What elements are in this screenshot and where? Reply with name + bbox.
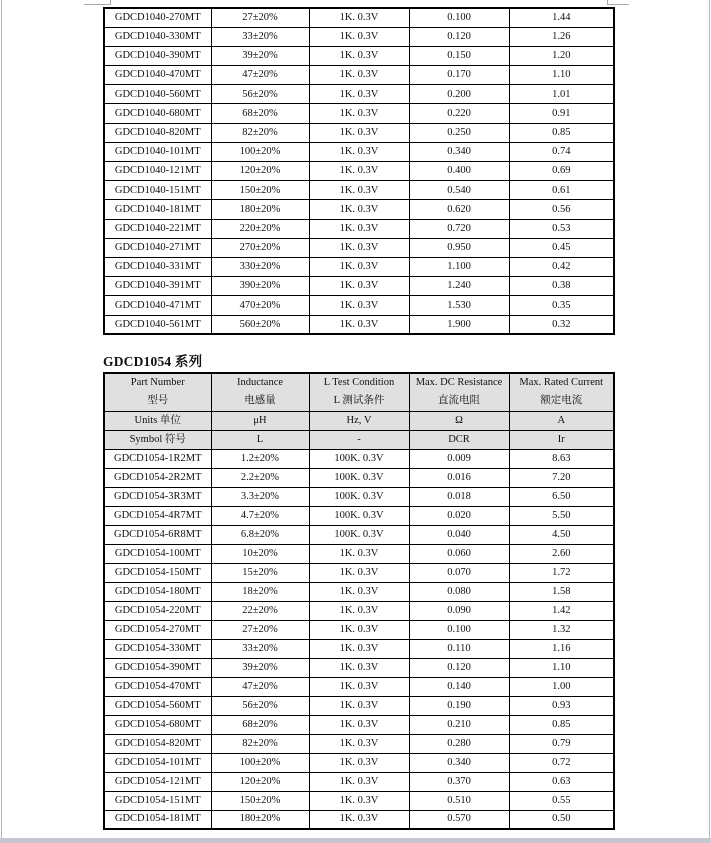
cell-dc-resistance: 0.060 xyxy=(409,544,509,563)
cell-rated-current: 0.61 xyxy=(509,181,614,200)
cell-dc-resistance: 0.070 xyxy=(409,563,509,582)
cell-dc-resistance: 0.720 xyxy=(409,219,509,238)
table-row xyxy=(104,525,614,544)
unit-dc-resistance: Ω xyxy=(409,411,509,430)
column-header-part-number xyxy=(104,373,211,411)
table-row xyxy=(104,734,614,753)
cell-inductance: 100±20% xyxy=(211,753,309,772)
cell-part-number: GDCD1040-471MT xyxy=(104,296,211,315)
cell-dc-resistance: 0.950 xyxy=(409,238,509,257)
cell-part-number: GDCD1054-150MT xyxy=(104,563,211,582)
cell-dc-resistance: 0.340 xyxy=(409,753,509,772)
table-row xyxy=(104,601,614,620)
cell-dc-resistance: 0.250 xyxy=(409,123,509,142)
cell-dc-resistance: 0.200 xyxy=(409,85,509,104)
cell-rated-current: 0.38 xyxy=(509,277,614,296)
table-row xyxy=(104,677,614,696)
cell-dc-resistance: 0.016 xyxy=(409,468,509,487)
cell-inductance: 15±20% xyxy=(211,563,309,582)
cell-inductance: 560±20% xyxy=(211,315,309,334)
cell-inductance: 56±20% xyxy=(211,696,309,715)
cell-test-condition: 1K. 0.3V xyxy=(309,772,409,791)
cell-rated-current: 0.55 xyxy=(509,791,614,810)
column-header-rated-current xyxy=(509,373,614,411)
cell-rated-current: 7.20 xyxy=(509,468,614,487)
cell-test-condition: 1K. 0.3V xyxy=(309,238,409,257)
cell-part-number: GDCD1054-220MT xyxy=(104,601,211,620)
cell-rated-current: 1.20 xyxy=(509,46,614,65)
cell-inductance: 47±20% xyxy=(211,66,309,85)
cell-dc-resistance: 0.150 xyxy=(409,46,509,65)
cell-inductance: 1.2±20% xyxy=(211,449,309,468)
cell-inductance: 27±20% xyxy=(211,8,309,27)
cell-inductance: 39±20% xyxy=(211,46,309,65)
cell-part-number: GDCD1040-331MT xyxy=(104,257,211,276)
cell-part-number: GDCD1054-6R8MT xyxy=(104,525,211,544)
table-row xyxy=(104,810,614,829)
table-row xyxy=(104,487,614,506)
unit-inductance: μH xyxy=(211,411,309,430)
cell-inductance: 82±20% xyxy=(211,734,309,753)
cell-part-number: GDCD1054-100MT xyxy=(104,544,211,563)
page-edge-left xyxy=(1,0,2,838)
cell-part-number: GDCD1040-820MT xyxy=(104,123,211,142)
cell-test-condition: 1K. 0.3V xyxy=(309,219,409,238)
cell-dc-resistance: 0.080 xyxy=(409,582,509,601)
symbol-label: Symbol 符号 xyxy=(104,430,211,449)
cell-rated-current: 0.85 xyxy=(509,715,614,734)
cell-rated-current: 0.69 xyxy=(509,162,614,181)
table-row xyxy=(104,200,614,219)
cell-test-condition: 1K. 0.3V xyxy=(309,696,409,715)
table-row xyxy=(104,753,614,772)
cell-part-number: GDCD1054-330MT xyxy=(104,639,211,658)
cell-test-condition: 100K. 0.3V xyxy=(309,468,409,487)
cell-inductance: 82±20% xyxy=(211,123,309,142)
cell-inductance: 27±20% xyxy=(211,620,309,639)
cell-test-condition: 1K. 0.3V xyxy=(309,123,409,142)
page-bottom-band xyxy=(0,838,711,843)
table-row xyxy=(104,315,614,334)
table-row xyxy=(104,85,614,104)
table-row xyxy=(104,715,614,734)
cell-dc-resistance: 0.620 xyxy=(409,200,509,219)
cell-test-condition: 1K. 0.3V xyxy=(309,544,409,563)
cell-test-condition: 1K. 0.3V xyxy=(309,620,409,639)
cell-dc-resistance: 0.280 xyxy=(409,734,509,753)
cell-dc-resistance: 0.400 xyxy=(409,162,509,181)
cell-dc-resistance: 0.040 xyxy=(409,525,509,544)
cell-inductance: 6.8±20% xyxy=(211,525,309,544)
cell-rated-current: 1.44 xyxy=(509,8,614,27)
column-header-zh: 型号 xyxy=(147,395,169,407)
table-row xyxy=(104,582,614,601)
table-row xyxy=(104,296,614,315)
table-row xyxy=(104,257,614,276)
cell-test-condition: 1K. 0.3V xyxy=(309,104,409,123)
gdcd1054-spec-table xyxy=(103,372,615,830)
cell-test-condition: 100K. 0.3V xyxy=(309,506,409,525)
cell-test-condition: 1K. 0.3V xyxy=(309,181,409,200)
symbol-rated-current: Ir xyxy=(509,430,614,449)
cell-dc-resistance: 0.110 xyxy=(409,639,509,658)
table-row xyxy=(104,123,614,142)
table-row xyxy=(104,620,614,639)
cell-rated-current: 2.60 xyxy=(509,544,614,563)
cell-rated-current: 0.53 xyxy=(509,219,614,238)
cell-test-condition: 1K. 0.3V xyxy=(309,639,409,658)
cell-test-condition: 1K. 0.3V xyxy=(309,162,409,181)
table-row xyxy=(104,277,614,296)
cell-dc-resistance: 0.120 xyxy=(409,27,509,46)
cell-dc-resistance: 0.210 xyxy=(409,715,509,734)
cell-rated-current: 0.32 xyxy=(509,315,614,334)
cell-rated-current: 0.74 xyxy=(509,142,614,161)
cell-inductance: 22±20% xyxy=(211,601,309,620)
cell-dc-resistance: 0.020 xyxy=(409,506,509,525)
units-label: Units 单位 xyxy=(104,411,211,430)
cell-test-condition: 1K. 0.3V xyxy=(309,753,409,772)
cell-test-condition: 100K. 0.3V xyxy=(309,487,409,506)
cell-rated-current: 0.45 xyxy=(509,238,614,257)
cell-inductance: 2.2±20% xyxy=(211,468,309,487)
column-header-inductance xyxy=(211,373,309,411)
cell-part-number: GDCD1054-1R2MT xyxy=(104,449,211,468)
cell-test-condition: 1K. 0.3V xyxy=(309,810,409,829)
table-row xyxy=(104,162,614,181)
cell-part-number: GDCD1054-270MT xyxy=(104,620,211,639)
symbol-test-condition: - xyxy=(309,430,409,449)
cell-inductance: 68±20% xyxy=(211,715,309,734)
cell-test-condition: 1K. 0.3V xyxy=(309,791,409,810)
cell-test-condition: 100K. 0.3V xyxy=(309,449,409,468)
cell-inductance: 150±20% xyxy=(211,181,309,200)
table-row xyxy=(104,66,614,85)
cell-test-condition: 1K. 0.3V xyxy=(309,8,409,27)
cell-test-condition: 1K. 0.3V xyxy=(309,658,409,677)
cell-inductance: 33±20% xyxy=(211,27,309,46)
cell-part-number: GDCD1040-270MT xyxy=(104,8,211,27)
cell-inductance: 180±20% xyxy=(211,810,309,829)
table-row xyxy=(104,104,614,123)
cell-rated-current: 5.50 xyxy=(509,506,614,525)
cell-dc-resistance: 0.190 xyxy=(409,696,509,715)
cell-dc-resistance: 0.100 xyxy=(409,620,509,639)
table-header-row xyxy=(104,373,614,411)
cell-part-number: GDCD1040-101MT xyxy=(104,142,211,161)
symbol-dc-resistance: DCR xyxy=(409,430,509,449)
cell-inductance: 10±20% xyxy=(211,544,309,563)
cell-dc-resistance: 0.018 xyxy=(409,487,509,506)
cell-part-number: GDCD1054-180MT xyxy=(104,582,211,601)
table-row xyxy=(104,46,614,65)
cell-part-number: GDCD1054-2R2MT xyxy=(104,468,211,487)
table-row xyxy=(104,219,614,238)
cell-test-condition: 1K. 0.3V xyxy=(309,582,409,601)
cell-rated-current: 0.50 xyxy=(509,810,614,829)
table-row xyxy=(104,8,614,27)
cell-test-condition: 1K. 0.3V xyxy=(309,296,409,315)
cell-inductance: 39±20% xyxy=(211,658,309,677)
cell-inductance: 220±20% xyxy=(211,219,309,238)
cell-dc-resistance: 0.370 xyxy=(409,772,509,791)
cell-rated-current: 0.56 xyxy=(509,200,614,219)
text-boundary-mark-left xyxy=(110,0,111,5)
cell-rated-current: 0.91 xyxy=(509,104,614,123)
cell-dc-resistance: 1.900 xyxy=(409,315,509,334)
cell-part-number: GDCD1040-121MT xyxy=(104,162,211,181)
cell-rated-current: 0.63 xyxy=(509,772,614,791)
cell-part-number: GDCD1040-561MT xyxy=(104,315,211,334)
table-row xyxy=(104,181,614,200)
cell-inductance: 33±20% xyxy=(211,639,309,658)
cell-part-number: GDCD1054-121MT xyxy=(104,772,211,791)
table-row xyxy=(104,772,614,791)
cell-rated-current: 0.72 xyxy=(509,753,614,772)
cell-dc-resistance: 1.100 xyxy=(409,257,509,276)
table-row xyxy=(104,468,614,487)
symbol-row xyxy=(104,430,614,449)
cell-test-condition: 1K. 0.3V xyxy=(309,277,409,296)
cell-part-number: GDCD1040-391MT xyxy=(104,277,211,296)
table-row xyxy=(104,658,614,677)
cell-part-number: GDCD1054-4R7MT xyxy=(104,506,211,525)
cell-rated-current: 1.32 xyxy=(509,620,614,639)
cell-test-condition: 1K. 0.3V xyxy=(309,85,409,104)
cell-rated-current: 8.63 xyxy=(509,449,614,468)
column-header-en: L Test Condition xyxy=(323,377,395,389)
cell-part-number: GDCD1040-470MT xyxy=(104,66,211,85)
cell-test-condition: 1K. 0.3V xyxy=(309,715,409,734)
column-header-zh: 直流电阻 xyxy=(438,395,480,407)
cell-inductance: 180±20% xyxy=(211,200,309,219)
unit-rated-current: A xyxy=(509,411,614,430)
table-row xyxy=(104,696,614,715)
text-boundary-mark-right xyxy=(607,4,629,5)
column-header-zh: 电感量 xyxy=(244,395,276,407)
cell-part-number: GDCD1040-680MT xyxy=(104,104,211,123)
cell-part-number: GDCD1054-3R3MT xyxy=(104,487,211,506)
table-row xyxy=(104,238,614,257)
table-row xyxy=(104,142,614,161)
cell-inductance: 390±20% xyxy=(211,277,309,296)
cell-inductance: 4.7±20% xyxy=(211,506,309,525)
cell-inductance: 120±20% xyxy=(211,162,309,181)
table-row xyxy=(104,563,614,582)
cell-rated-current: 1.10 xyxy=(509,658,614,677)
cell-rated-current: 1.58 xyxy=(509,582,614,601)
cell-test-condition: 1K. 0.3V xyxy=(309,46,409,65)
unit-test-condition: Hz, V xyxy=(309,411,409,430)
cell-dc-resistance: 0.090 xyxy=(409,601,509,620)
column-header-en: Part Number xyxy=(130,377,185,389)
cell-rated-current: 0.42 xyxy=(509,257,614,276)
cell-test-condition: 100K. 0.3V xyxy=(309,525,409,544)
gdcd1040-spec-table xyxy=(103,7,615,335)
column-header-zh: 额定电流 xyxy=(540,395,583,407)
cell-part-number: GDCD1054-151MT xyxy=(104,791,211,810)
table-row xyxy=(104,791,614,810)
cell-part-number: GDCD1054-390MT xyxy=(104,658,211,677)
cell-inductance: 270±20% xyxy=(211,238,309,257)
cell-test-condition: 1K. 0.3V xyxy=(309,677,409,696)
page-edge-right xyxy=(709,0,710,838)
cell-dc-resistance: 0.120 xyxy=(409,658,509,677)
cell-dc-resistance: 0.100 xyxy=(409,8,509,27)
text-boundary-mark-left xyxy=(84,4,111,5)
cell-part-number: GDCD1040-151MT xyxy=(104,181,211,200)
cell-part-number: GDCD1040-181MT xyxy=(104,200,211,219)
cell-inductance: 47±20% xyxy=(211,677,309,696)
cell-part-number: GDCD1054-820MT xyxy=(104,734,211,753)
column-header-zh: L 测试条件 xyxy=(333,395,385,407)
cell-rated-current: 4.50 xyxy=(509,525,614,544)
table-row xyxy=(104,27,614,46)
cell-rated-current: 1.72 xyxy=(509,563,614,582)
table-row xyxy=(104,544,614,563)
cell-rated-current: 1.16 xyxy=(509,639,614,658)
cell-rated-current: 0.93 xyxy=(509,696,614,715)
cell-inductance: 120±20% xyxy=(211,772,309,791)
cell-test-condition: 1K. 0.3V xyxy=(309,601,409,620)
table-row xyxy=(104,449,614,468)
cell-inductance: 470±20% xyxy=(211,296,309,315)
cell-dc-resistance: 0.510 xyxy=(409,791,509,810)
cell-part-number: GDCD1040-271MT xyxy=(104,238,211,257)
cell-dc-resistance: 0.340 xyxy=(409,142,509,161)
table-row xyxy=(104,506,614,525)
column-header-en: Max. Rated Current xyxy=(519,377,604,389)
cell-rated-current: 0.85 xyxy=(509,123,614,142)
cell-rated-current: 1.10 xyxy=(509,66,614,85)
cell-part-number: GDCD1054-680MT xyxy=(104,715,211,734)
cell-rated-current: 6.50 xyxy=(509,487,614,506)
cell-part-number: GDCD1054-560MT xyxy=(104,696,211,715)
cell-dc-resistance: 0.170 xyxy=(409,66,509,85)
cell-test-condition: 1K. 0.3V xyxy=(309,257,409,276)
cell-dc-resistance: 0.570 xyxy=(409,810,509,829)
cell-dc-resistance: 0.540 xyxy=(409,181,509,200)
symbol-inductance: L xyxy=(211,430,309,449)
cell-test-condition: 1K. 0.3V xyxy=(309,315,409,334)
cell-rated-current: 0.79 xyxy=(509,734,614,753)
column-header-en: Inductance xyxy=(236,377,284,389)
table-row xyxy=(104,639,614,658)
column-header-dc-resistance xyxy=(409,373,509,411)
cell-part-number: GDCD1040-221MT xyxy=(104,219,211,238)
cell-inductance: 330±20% xyxy=(211,257,309,276)
cell-rated-current: 1.42 xyxy=(509,601,614,620)
cell-rated-current: 0.35 xyxy=(509,296,614,315)
cell-test-condition: 1K. 0.3V xyxy=(309,66,409,85)
cell-inductance: 3.3±20% xyxy=(211,487,309,506)
cell-rated-current: 1.00 xyxy=(509,677,614,696)
cell-test-condition: 1K. 0.3V xyxy=(309,142,409,161)
cell-inductance: 68±20% xyxy=(211,104,309,123)
cell-part-number: GDCD1054-181MT xyxy=(104,810,211,829)
cell-test-condition: 1K. 0.3V xyxy=(309,734,409,753)
cell-dc-resistance: 0.009 xyxy=(409,449,509,468)
cell-dc-resistance: 0.220 xyxy=(409,104,509,123)
cell-dc-resistance: 0.140 xyxy=(409,677,509,696)
cell-part-number: GDCD1040-560MT xyxy=(104,85,211,104)
column-header-en: Max. DC Resistance xyxy=(415,377,503,389)
cell-test-condition: 1K. 0.3V xyxy=(309,27,409,46)
section-title-gdcd1054: GDCD1054 系列 xyxy=(103,354,203,369)
cell-inductance: 150±20% xyxy=(211,791,309,810)
cell-rated-current: 1.26 xyxy=(509,27,614,46)
cell-dc-resistance: 1.530 xyxy=(409,296,509,315)
cell-inductance: 18±20% xyxy=(211,582,309,601)
column-header-test-condition xyxy=(309,373,409,411)
cell-part-number: GDCD1040-330MT xyxy=(104,27,211,46)
units-row xyxy=(104,411,614,430)
cell-inductance: 56±20% xyxy=(211,85,309,104)
cell-test-condition: 1K. 0.3V xyxy=(309,563,409,582)
cell-inductance: 100±20% xyxy=(211,142,309,161)
cell-test-condition: 1K. 0.3V xyxy=(309,200,409,219)
cell-part-number: GDCD1054-101MT xyxy=(104,753,211,772)
cell-dc-resistance: 1.240 xyxy=(409,277,509,296)
cell-rated-current: 1.01 xyxy=(509,85,614,104)
text-boundary-mark-right xyxy=(607,0,608,5)
cell-part-number: GDCD1040-390MT xyxy=(104,46,211,65)
cell-part-number: GDCD1054-470MT xyxy=(104,677,211,696)
